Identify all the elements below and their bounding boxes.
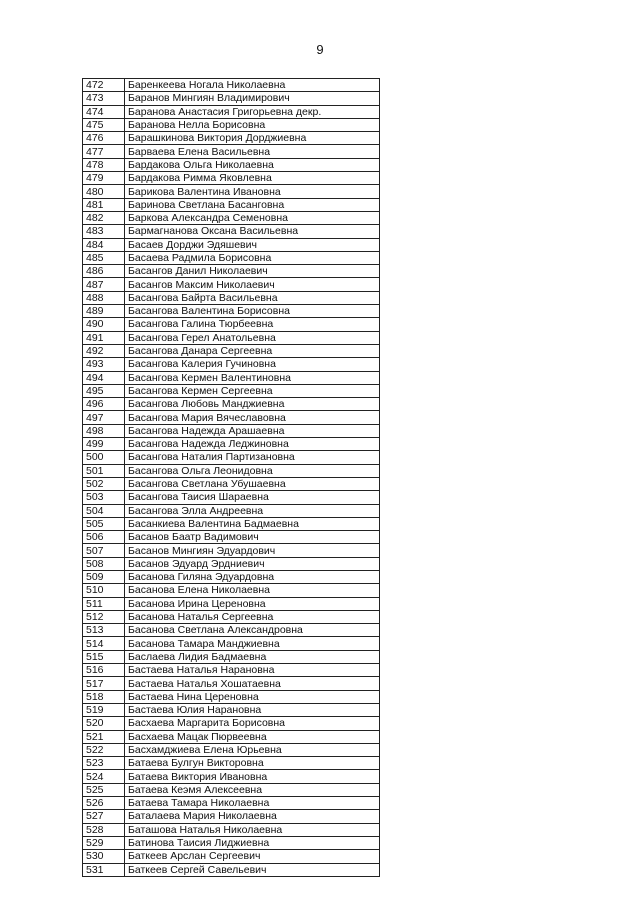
person-name: Басангова Герел Анатольевна [125,331,380,344]
row-number: 476 [83,132,125,145]
row-number: 513 [83,624,125,637]
row-number: 475 [83,118,125,131]
person-name: Басанкиева Валентина Бадмаевна [125,517,380,530]
row-number: 488 [83,291,125,304]
table-row [83,251,380,264]
person-name: Басангова Калерия Гучиновна [125,358,380,371]
row-number: 517 [83,677,125,690]
staff-list-table [82,78,380,877]
table-row [83,211,380,224]
person-name: Барашкинова Виктория Дорджиевна [125,132,380,145]
person-name: Басангова Ольга Леонидовна [125,464,380,477]
table-row [83,610,380,623]
person-name: Басангова Байрта Васильевна [125,291,380,304]
person-name: Басангова Кермен Сергеевна [125,384,380,397]
row-number: 509 [83,570,125,583]
table-row [83,637,380,650]
person-name: Басанов Эдуард Эрдниевич [125,557,380,570]
table-row [83,172,380,185]
row-number: 496 [83,398,125,411]
row-number: 481 [83,198,125,211]
table-row [83,198,380,211]
person-name: Баранова Анастасия Григорьевна декр. [125,105,380,118]
table-row [83,664,380,677]
row-number: 524 [83,770,125,783]
row-number: 489 [83,305,125,318]
row-number: 499 [83,438,125,451]
person-name: Басангова Таисия Шараевна [125,491,380,504]
table-row [83,105,380,118]
table-row [83,677,380,690]
row-number: 500 [83,451,125,464]
person-name: Баслаева Лидия Бадмаевна [125,650,380,663]
row-number: 527 [83,810,125,823]
table-row [83,863,380,876]
row-number: 508 [83,557,125,570]
table-row [83,358,380,371]
person-name: Басангова Кермен Валентиновна [125,371,380,384]
person-name: Баркова Александра Семеновна [125,211,380,224]
person-name: Басангова Галина Тюрбеевна [125,318,380,331]
row-number: 531 [83,863,125,876]
row-number: 522 [83,743,125,756]
table-row [83,331,380,344]
table-row [83,504,380,517]
row-number: 477 [83,145,125,158]
person-name: Басангова Наталия Партизановна [125,451,380,464]
row-number: 506 [83,531,125,544]
person-name: Бастаева Нина Цереновна [125,690,380,703]
row-number: 511 [83,597,125,610]
person-name: Басхамджиева Елена Юрьевна [125,743,380,756]
row-number: 498 [83,424,125,437]
table-row [83,451,380,464]
row-number: 521 [83,730,125,743]
row-number: 479 [83,172,125,185]
table-row [83,797,380,810]
person-name: Басангова Мария Вячеславовна [125,411,380,424]
table-row [83,371,380,384]
table-row [83,823,380,836]
row-number: 529 [83,836,125,849]
person-name: Бардакова Ольга Николаевна [125,158,380,171]
table-row [83,597,380,610]
person-name: Бастаева Наталья Хошатаевна [125,677,380,690]
person-name: Баренкеева Ногала Николаевна [125,79,380,92]
table-row [83,265,380,278]
person-name: Бардакова Римма Яковлевна [125,172,380,185]
table-row [83,225,380,238]
person-name: Баткеев Сергей Савельевич [125,863,380,876]
row-number: 530 [83,850,125,863]
table-row [83,424,380,437]
person-name: Басангов Максим Николаевич [125,278,380,291]
table-row [83,384,380,397]
person-name: Басхаева Мацак Пюрвеевна [125,730,380,743]
person-name: Басхаева Маргарита Борисовна [125,717,380,730]
row-number: 525 [83,783,125,796]
row-number: 473 [83,92,125,105]
row-number: 493 [83,358,125,371]
row-number: 484 [83,238,125,251]
table-row [83,491,380,504]
row-number: 503 [83,491,125,504]
row-number: 505 [83,517,125,530]
table-row [83,783,380,796]
row-number: 492 [83,344,125,357]
row-number: 515 [83,650,125,663]
table-row [83,344,380,357]
person-name: Баткеев Арслан Сергеевич [125,850,380,863]
person-name: Басангова Валентина Борисовна [125,305,380,318]
person-name: Барикова Валентина Ивановна [125,185,380,198]
row-number: 485 [83,251,125,264]
table-body [83,79,380,877]
row-number: 526 [83,797,125,810]
person-name: Басангова Надежда Леджиновна [125,438,380,451]
row-number: 474 [83,105,125,118]
table-row [83,318,380,331]
row-number: 502 [83,477,125,490]
table-row [83,278,380,291]
table-row [83,79,380,92]
row-number: 482 [83,211,125,224]
row-number: 510 [83,584,125,597]
table-row [83,743,380,756]
person-name: Баранов Мингиян Владимирович [125,92,380,105]
table-row [83,238,380,251]
table-row [83,770,380,783]
table-row [83,570,380,583]
person-name: Басангова Надежда Арашаевна [125,424,380,437]
row-number: 501 [83,464,125,477]
table-row [83,810,380,823]
row-number: 512 [83,610,125,623]
row-number: 491 [83,331,125,344]
table-row [83,185,380,198]
person-name: Бармагнанова Оксана Васильевна [125,225,380,238]
table-row [83,717,380,730]
person-name: Басанова Гиляна Эдуардовна [125,570,380,583]
row-number: 519 [83,703,125,716]
table-row [83,464,380,477]
row-number: 516 [83,664,125,677]
person-name: Басангова Элла Андреевна [125,504,380,517]
row-number: 487 [83,278,125,291]
table-row [83,703,380,716]
row-number: 518 [83,690,125,703]
table-row [83,517,380,530]
table-row [83,158,380,171]
person-name: Басангова Любовь Манджиевна [125,398,380,411]
table-row [83,544,380,557]
table-row [83,690,380,703]
table-row [83,650,380,663]
page-number: 9 [316,42,324,57]
person-name: Басангова Данара Сергеевна [125,344,380,357]
person-name: Бастаева Юлия Нарановна [125,703,380,716]
row-number: 520 [83,717,125,730]
person-name: Басаева Радмила Борисовна [125,251,380,264]
person-name: Басанова Елена Николаевна [125,584,380,597]
person-name: Баранова Нелла Борисовна [125,118,380,131]
person-name: Батаева Тамара Николаевна [125,797,380,810]
table-row [83,531,380,544]
person-name: Баринова Светлана Басанговна [125,198,380,211]
row-number: 480 [83,185,125,198]
table-row [83,584,380,597]
person-name: Басангова Светлана Убушаевна [125,477,380,490]
row-number: 507 [83,544,125,557]
row-number: 497 [83,411,125,424]
row-number: 472 [83,79,125,92]
row-number: 523 [83,757,125,770]
person-name: Батинова Таисия Лиджиевна [125,836,380,849]
row-number: 486 [83,265,125,278]
table-row [83,132,380,145]
row-number: 514 [83,637,125,650]
table-row [83,624,380,637]
table-row [83,730,380,743]
table-row [83,291,380,304]
table-row [83,305,380,318]
table-row [83,411,380,424]
table-row [83,92,380,105]
person-name: Барваева Елена Васильевна [125,145,380,158]
person-name: Басангов Данил Николаевич [125,265,380,278]
table-row [83,557,380,570]
table-row [83,118,380,131]
table-row [83,398,380,411]
person-name: Басанова Ирина Цереновна [125,597,380,610]
person-name: Басаев Дорджи Эдяшевич [125,238,380,251]
person-name: Батаева Булгун Викторовна [125,757,380,770]
row-number: 483 [83,225,125,238]
table-row [83,438,380,451]
table-row [83,477,380,490]
row-number: 528 [83,823,125,836]
person-name: Баташова Наталья Николаевна [125,823,380,836]
table-row [83,757,380,770]
table-row [83,850,380,863]
person-name: Бастаева Наталья Нарановна [125,664,380,677]
row-number: 478 [83,158,125,171]
table-row [83,836,380,849]
row-number: 495 [83,384,125,397]
row-number: 490 [83,318,125,331]
person-name: Басанова Светлана Александровна [125,624,380,637]
person-name: Басанова Наталья Сергеевна [125,610,380,623]
person-name: Батаева Кеэмя Алексеевна [125,783,380,796]
person-name: Басанов Баатр Вадимович [125,531,380,544]
person-name: Баталаева Мария Николаевна [125,810,380,823]
person-name: Басанов Мингиян Эдуардович [125,544,380,557]
person-name: Батаева Виктория Ивановна [125,770,380,783]
row-number: 504 [83,504,125,517]
table-row [83,145,380,158]
row-number: 494 [83,371,125,384]
person-name: Басанова Тамара Манджиевна [125,637,380,650]
